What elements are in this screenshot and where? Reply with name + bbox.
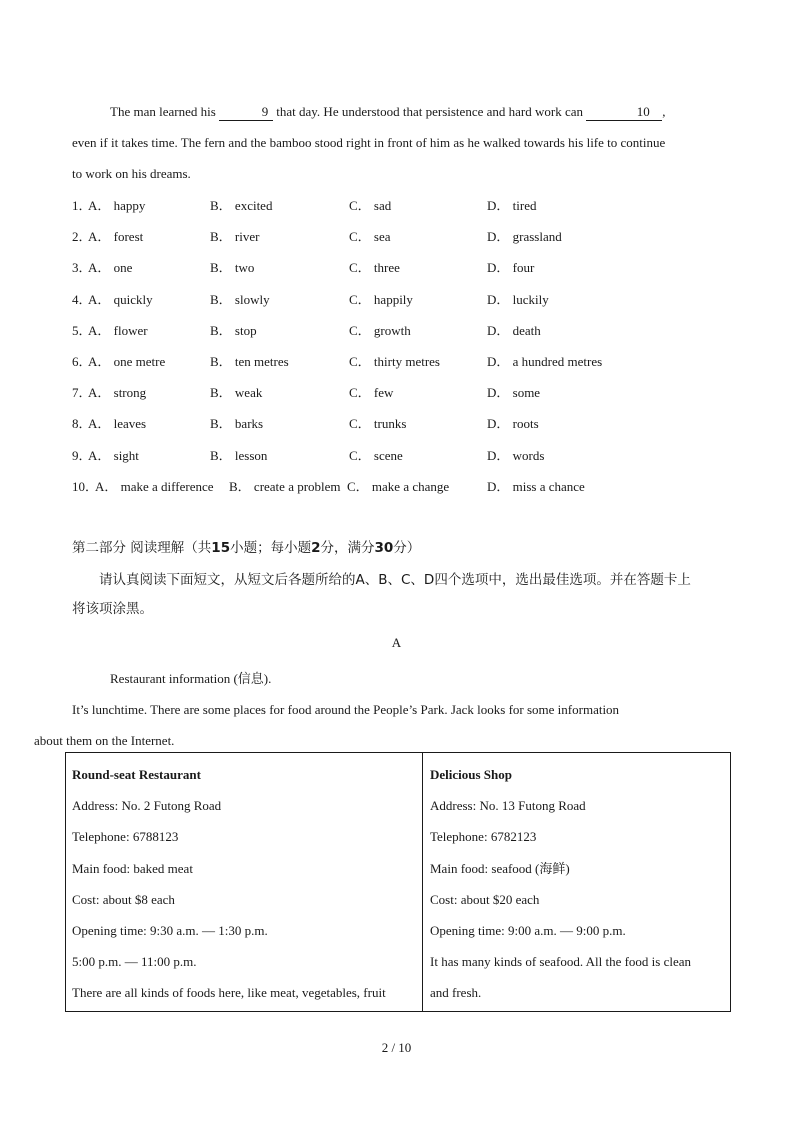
restaurant-address: Address: No. 2 Futong Road [72, 798, 222, 814]
option-c: C． happily [349, 292, 413, 307]
option-b: B． river [210, 229, 260, 244]
option-a: A． quickly [88, 292, 153, 307]
section-heading [72, 534, 724, 562]
option-d: D． luckily [487, 292, 549, 307]
table-divider [422, 753, 423, 1011]
option-a: A． sight [88, 448, 139, 463]
instructions [72, 566, 724, 624]
restaurant-note: and fresh. [430, 985, 482, 1001]
question-number: 5． [72, 323, 92, 338]
option-b: B． barks [210, 416, 264, 431]
restaurant-food: Main food: seafood (海鲜) [430, 860, 570, 876]
heading-text: 分） [393, 540, 421, 556]
instruction-text: 请认真阅读下面短文，从短文后各题所给的A、B、C、D四个选项中，选出最佳选项。并在答题卡上 [99, 572, 691, 588]
option-c: C． sad [349, 198, 392, 213]
question-number: 8． [72, 416, 92, 431]
intro-text: about them on the Internet. [34, 733, 175, 748]
question-number: 4． [72, 292, 92, 307]
option-b: B． two [210, 260, 255, 275]
option-c: C． thirty metres [349, 354, 440, 369]
restaurant-note: It has many kinds of seafood. All the food is clean [430, 954, 692, 970]
restaurant-name: Round-seat Restaurant [72, 767, 201, 782]
option-a: A． strong [88, 385, 147, 400]
option-a: A． one [88, 260, 133, 275]
restaurant-opening: 5:00 p.m. — 11:00 p.m. [72, 954, 197, 970]
question-number: 3． [72, 260, 92, 275]
option-d: D． a hundred metres [487, 354, 603, 369]
heading-text: 小题；每小题 [230, 540, 312, 556]
page-number: 2 / 10 [381, 1040, 412, 1055]
option-d: D． death [487, 323, 541, 338]
question-number: 9． [72, 448, 92, 463]
option-d: D． words [487, 448, 545, 463]
restaurant-cost: Cost: about $20 each [430, 891, 540, 907]
restaurant-table [65, 752, 731, 1012]
cloze-passage: The man learned his 9 that day. He understood that persistence and hard work can 10 , even if it takes time. The fern and the bamboo stood right in front of him as he walked towards his life to continue to work on his dreams. [72, 104, 666, 181]
restaurant-cost: Cost: about $8 each [72, 891, 175, 907]
restaurant-telephone: Telephone: 6788123 [72, 829, 179, 845]
option-b: B． lesson [210, 448, 268, 463]
option-d: D． some [487, 385, 541, 400]
restaurant-opening: Opening time: 9:30 a.m. — 1:30 p.m. [72, 923, 268, 939]
option-d: D． miss a chance [487, 479, 585, 494]
blank-9: 9 [219, 104, 273, 121]
restaurant-note: There are all kinds of foods here, like meat, vegetables, fruit [72, 985, 386, 1001]
option-a: A． happy [88, 198, 146, 213]
option-d: D． four [487, 260, 535, 275]
option-c: C． make a change [347, 479, 450, 494]
heading-text: 分，满分 [320, 540, 375, 556]
option-d: D． tired [487, 198, 537, 213]
question-number: 2． [72, 229, 92, 244]
question-number: 1． [72, 198, 92, 213]
heading-text: 第二部分 阅读理解（共 [72, 540, 212, 556]
restaurant-opening: Opening time: 9:00 a.m. — 9:00 p.m. [430, 923, 626, 939]
passage-text: to work on his dreams. [72, 166, 191, 181]
option-c: C． growth [349, 323, 411, 338]
blank-10: 10 [586, 104, 662, 121]
option-b: B． stop [210, 323, 257, 338]
restaurant-cell-left [72, 759, 386, 1009]
intro-text: It’s lunchtime. There are some places for food around the People’s Park. Jack looks for some information [72, 702, 620, 717]
question-number: 10． [72, 479, 99, 494]
option-a: A． flower [88, 323, 148, 338]
option-a: A． one metre [88, 354, 166, 369]
passage-text: that day. He understood that persistence and hard work can [273, 104, 587, 119]
question-number: 7． [72, 385, 92, 400]
option-b: B． excited [210, 198, 273, 213]
question-number: 6． [72, 354, 92, 369]
option-a: A． forest [88, 229, 144, 244]
intro-title: Restaurant information (信息). [110, 671, 272, 686]
option-c: C． trunks [349, 416, 407, 431]
option-a: A． make a difference [95, 479, 214, 494]
restaurant-telephone: Telephone: 6782123 [430, 829, 537, 845]
option-b: B． slowly [210, 292, 270, 307]
passage-text: even if it takes time. The fern and the bamboo stood right in front of him as he walked towards his life to continue [72, 135, 666, 150]
option-c: C． few [349, 385, 394, 400]
restaurant-name: Delicious Shop [430, 767, 512, 782]
option-d: D． roots [487, 416, 539, 431]
restaurant-cell-right [430, 759, 691, 1009]
passage-text: The man learned his [110, 104, 220, 119]
option-b: B． weak [210, 385, 263, 400]
reading-intro [34, 663, 724, 756]
option-b: B． ten metres [210, 354, 289, 369]
option-c: C． sea [349, 229, 391, 244]
option-b: B． create a problem [229, 479, 341, 494]
heading-number: 2 [311, 540, 321, 556]
heading-number: 30 [374, 540, 394, 556]
option-a: A． leaves [88, 416, 147, 431]
restaurant-address: Address: No. 13 Futong Road [430, 798, 586, 814]
heading-number: 15 [211, 540, 231, 556]
option-c: C． scene [349, 448, 403, 463]
restaurant-food: Main food: baked meat [72, 860, 193, 876]
option-d: D． grassland [487, 229, 562, 244]
option-c: C． three [349, 260, 400, 275]
instruction-text: 将该项涂黑。 [72, 601, 153, 617]
passage-label: A [391, 635, 402, 650]
